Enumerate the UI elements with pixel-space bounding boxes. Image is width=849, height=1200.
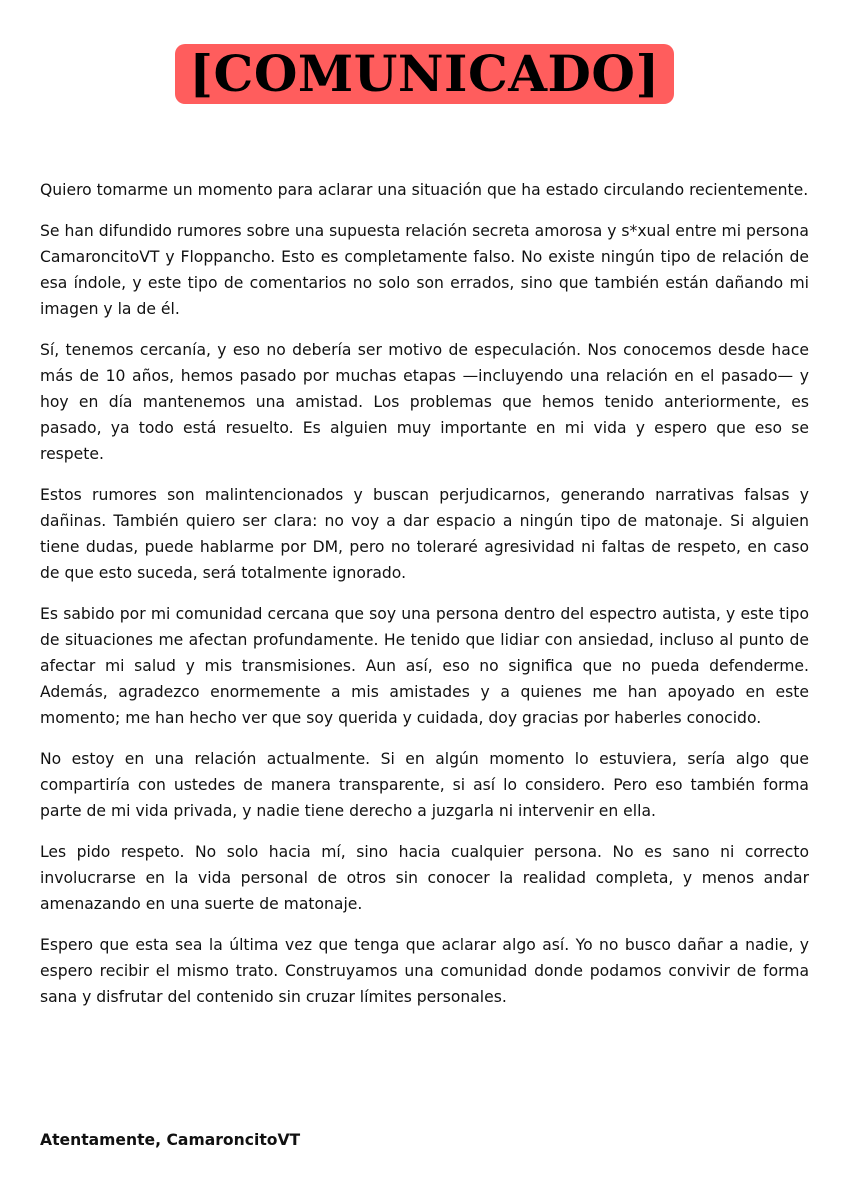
paragraph-rumors: Se han difundido rumores sobre una supuesta relación secreta amorosa y s*xual entre mi persona CamaroncitoVT y Floppancho. Esto es completamente falso. No existe ningún tipo de relación de esa índole, y este tipo de comentarios no solo son errados, sino que también están dañando mi imagen y la de él. [40, 222, 809, 318]
signature: Atentamente, CamaroncitoVT [40, 1131, 301, 1149]
paragraph-intro: Quiero tomarme un momento para aclarar una situación que ha estado circulando recientemente. [40, 181, 809, 199]
paragraph-autism: Es sabido por mi comunidad cercana que soy una persona dentro del espectro autista, y este tipo de situaciones me afectan profundamente. He tenido que lidiar con ansiedad, incluso al punto de afectar mi salud y mis transmisiones. Aun así, eso no significa que no pueda defenderme. Además, agradezco enormemente a mis amistades y a quienes me han apoyado en este momento; me han hecho ver que soy querida y cuidada, doy gracias por haberles conocido. [40, 605, 809, 727]
title-badge [175, 44, 673, 104]
page-title: [COMUNICADO] [189, 44, 660, 103]
paragraph-respect: Les pido respeto. No solo hacia mí, sino hacia cualquier persona. No es sano ni correcto involucrarse en la vida personal de otros sin conocer la realidad completa, y menos andar amenazando en una suerte de matonaje. [40, 843, 809, 913]
paragraph-friendship: Sí, tenemos cercanía, y eso no debería ser motivo de especulación. Nos conocemos desde hace más de 10 años, hemos pasado por muchas etapas —incluyendo una relación en el pasado— y hoy en día mantenemos una amistad. Los problemas que hemos tenido anteriormente, es pasado, ya todo está resuelto. Es alguien muy importante en mi vida y espero que eso se respete. [40, 341, 809, 463]
paragraph-harassment: Estos rumores son malintencionados y buscan perjudicarnos, generando narrativas falsas y dañinas. También quiero ser clara: no voy a dar espacio a ningún tipo de matonaje. Si alguien tiene dudas, puede hablarme por DM, pero no toleraré agresividad ni faltas de respeto, en caso de que esto suceda, será totalmente ignorado. [40, 486, 809, 582]
statement-body [40, 177, 809, 1025]
title-banner [0, 44, 849, 104]
paragraph-closing: Espero que esta sea la última vez que tenga que aclarar algo así. Yo no busco dañar a nadie, y espero recibir el mismo trato. Construyamos una comunidad donde podamos convivir de forma sana y disfrutar del contenido sin cruzar límites personales. [40, 936, 809, 1006]
paragraph-relationship-status: No estoy en una relación actualmente. Si en algún momento lo estuviera, sería algo que compartiría con ustedes de manera transparente, si así lo considero. Pero eso también forma parte de mi vida privada, y nadie tiene derecho a juzgarla ni intervenir en ella. [40, 750, 809, 820]
